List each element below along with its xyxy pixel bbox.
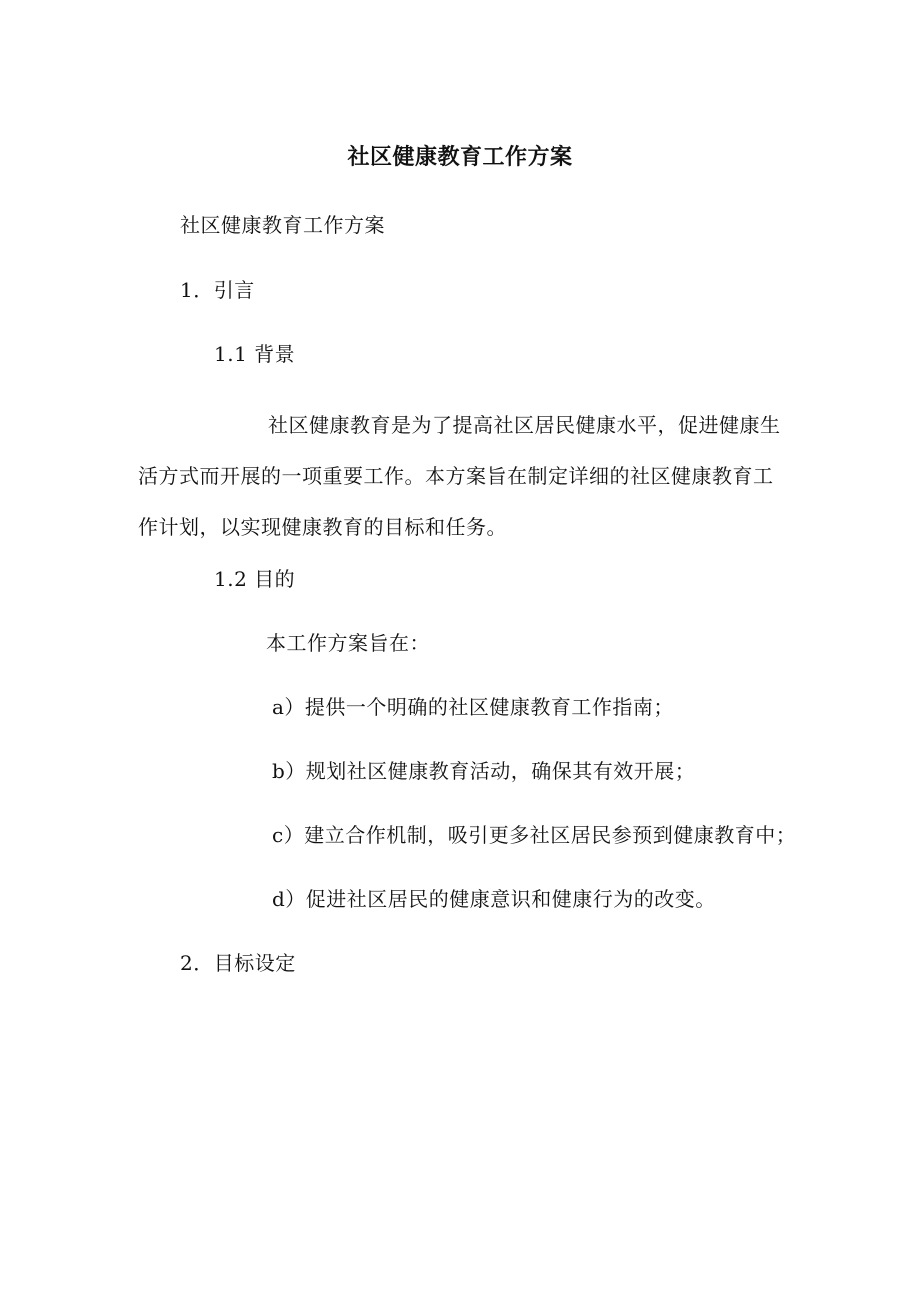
section-1-2-heading: 1.2 目的: [214, 567, 296, 591]
section-1-1-heading: 1.1 背景: [214, 342, 296, 366]
section-1-2-intro: 本工作方案旨在：: [266, 631, 430, 655]
list-item-a: a）提供一个明确的社区健康教育工作指南；: [272, 695, 674, 719]
section-1-heading: 1．引言: [180, 278, 255, 302]
list-item-d: d）促进社区居民的健康意识和健康行为的改变。: [272, 887, 716, 911]
list-item-b: b）规划社区健康教育活动，确保其有效开展；: [272, 759, 696, 783]
list-item-c: c）建立合作机制，吸引更多社区居民参预到健康教育中；: [272, 823, 797, 847]
document-title: 社区健康教育工作方案: [347, 145, 573, 170]
section-1-1-paragraph: 社区健康教育是为了提高社区居民健康水平，促进健康生活方式而开展的一项重要工作。本方案旨在制定详细的社区健康教育工作计划，以实现健康教育的目标和任务。: [138, 413, 781, 539]
section-2-heading: 2．目标设定: [180, 951, 296, 975]
document-subtitle: 社区健康教育工作方案: [180, 213, 385, 237]
